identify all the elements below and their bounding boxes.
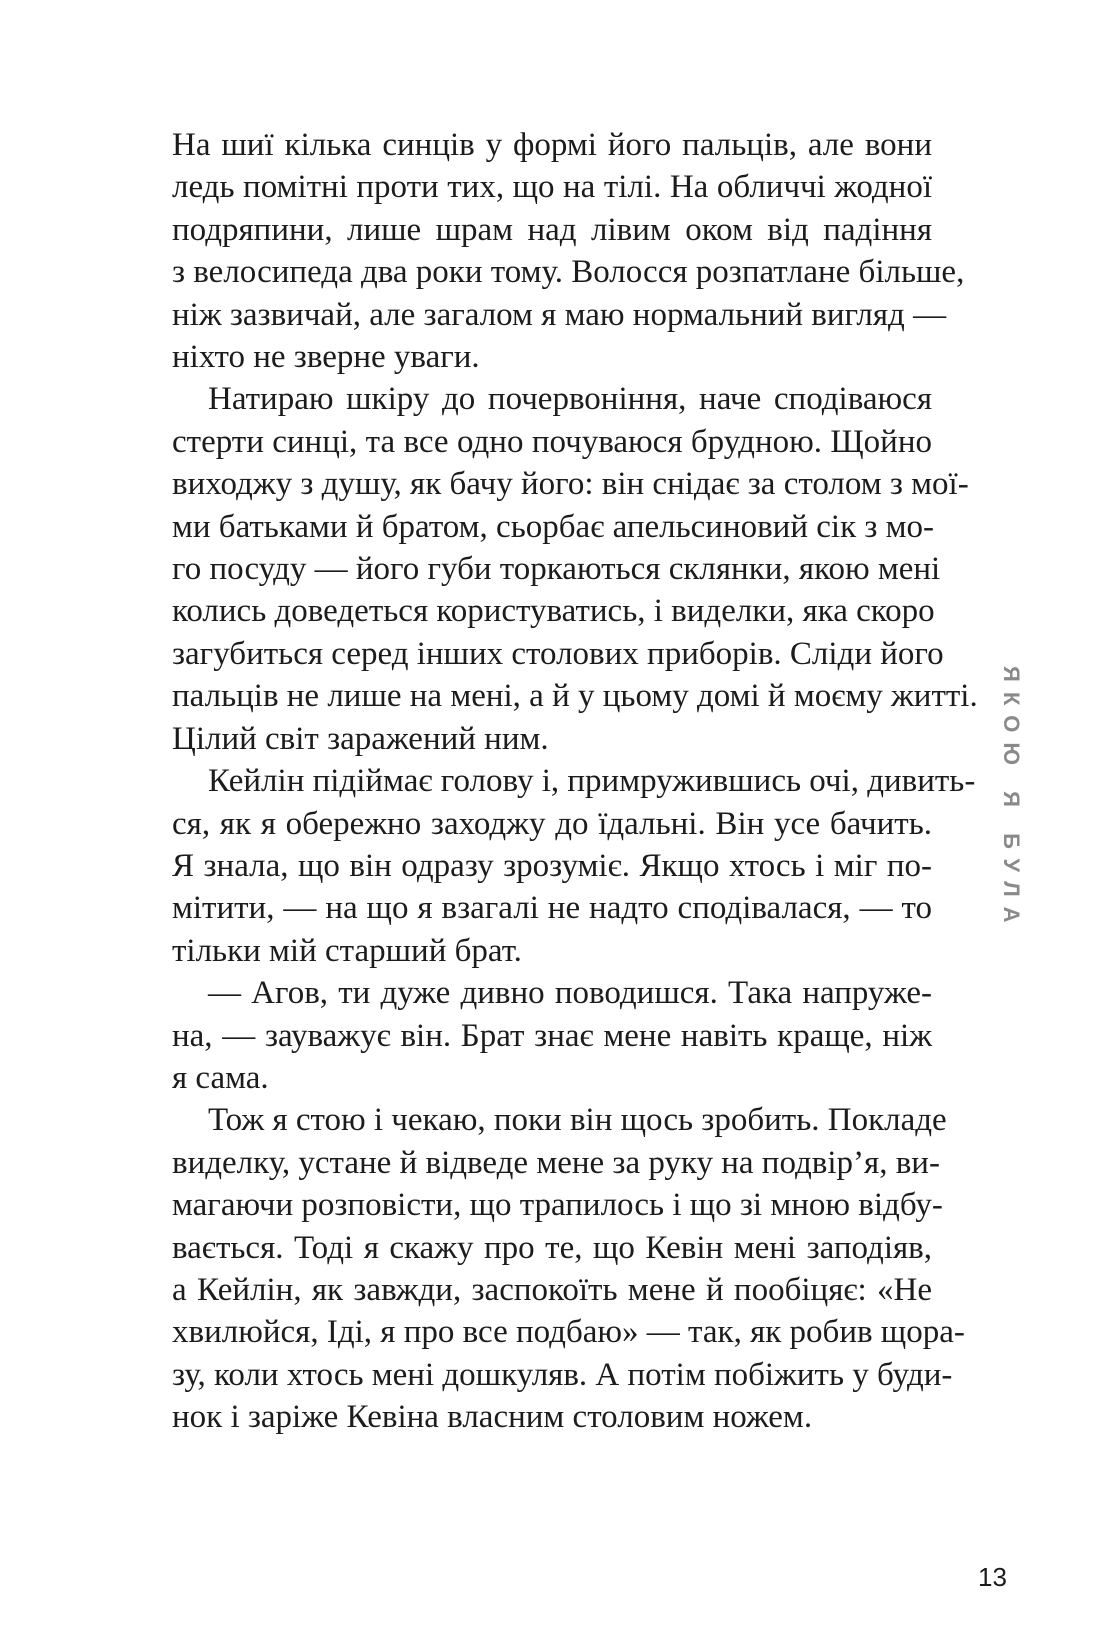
text-line: магаючи розповісти, що трапилось і що зі мною відбу-: [172, 1187, 943, 1224]
text-line: стерти синці, та все одно почуваюся брудною. Щойно: [172, 423, 932, 460]
text-line: ніж зазвичай, але загалом я маю нормальний вигляд —: [172, 296, 947, 333]
text-line: виделку, устане й відведе мене за руку на подвір’я, ви-: [172, 1144, 940, 1181]
text-line: нок і заріже Кевіна власним столовим ножем.: [172, 1399, 813, 1436]
paragraph-5: [172, 1099, 965, 1438]
text-line: ми батьками й братом, сьорбає апельсиновий сік з мо-: [172, 508, 935, 545]
paragraph-3: [172, 760, 976, 972]
page-number: 13: [978, 1562, 1007, 1592]
text-line: зу, коли хтось мені дошкуляв. А потім побіжить у буди-: [172, 1356, 953, 1393]
text-line: з велосипеда два роки тому. Волосся розпатлане більше,: [172, 254, 965, 291]
text-line: Я знала, що він одразу зрозуміє. Якщо хтось і міг по-: [172, 847, 932, 884]
paragraph-4: [172, 972, 932, 1099]
text-line: Цілий світ заражений ним.: [172, 720, 549, 757]
text-line: мітити, — на що я взагалі не надто сподівалася, — то: [172, 890, 932, 927]
text-line: я сама.: [172, 1059, 269, 1096]
text-line: Тож я стою і чекаю, поки він щось зробить. Покладе: [208, 1102, 947, 1139]
paragraph-1: [172, 124, 965, 378]
text-line: ніхто не зверне уваги.: [172, 339, 480, 376]
text-line: ся, як я обережно заходжу до їдальні. Він усе бачить.: [172, 805, 932, 842]
text-line: колись доведеться користуватись, і виделки, яка скоро: [172, 593, 935, 630]
body-text: [172, 124, 978, 1439]
text-line: тільки мій старший брат.: [172, 932, 522, 969]
text-line: хвилюйся, Іді, я про все подбаю» — так, як робив щора-: [172, 1314, 965, 1351]
text-line: а Кейлін, як завжди, заспокоїть мене й пообіцяє: «Не: [172, 1271, 932, 1308]
text-line: загубиться серед інших столових приборів. Сліди його: [172, 635, 944, 672]
text-line: виходжу з душу, як бачу його: він снідає за столом з мої-: [172, 466, 969, 503]
text-line: вається. Тоді я скажу про те, що Кевін мені заподіяв,: [172, 1229, 932, 1266]
text-line: На шиї кілька синців у формі його пальців, але вони: [172, 127, 932, 163]
running-head: ЯКОЮ Я БУЛА: [999, 666, 1024, 933]
paragraph-2: [172, 378, 978, 760]
text-line: — Агов, ти дуже дивно поводишся. Така напруже-: [208, 975, 932, 1012]
text-line: Кейлін підіймає голову і, примружившись очі, дивить-: [208, 763, 976, 800]
text-line: го посуду — його губи торкаються склянки, якою мені: [172, 551, 941, 588]
text-line: пальців не лише на мені, а й у цьому домі й моєму житті.: [172, 678, 978, 715]
text-line: ледь помітні проти тих, що на тілі. На обличчі жодної: [172, 169, 932, 206]
text-line: на, — зауважує він. Брат знає мене навіть краще, ніж: [172, 1017, 932, 1054]
text-line: Натираю шкіру до почервоніння, наче сподіваюся: [208, 381, 932, 418]
text-line: подряпини, лише шрам над лівим оком від падіння: [172, 211, 932, 248]
